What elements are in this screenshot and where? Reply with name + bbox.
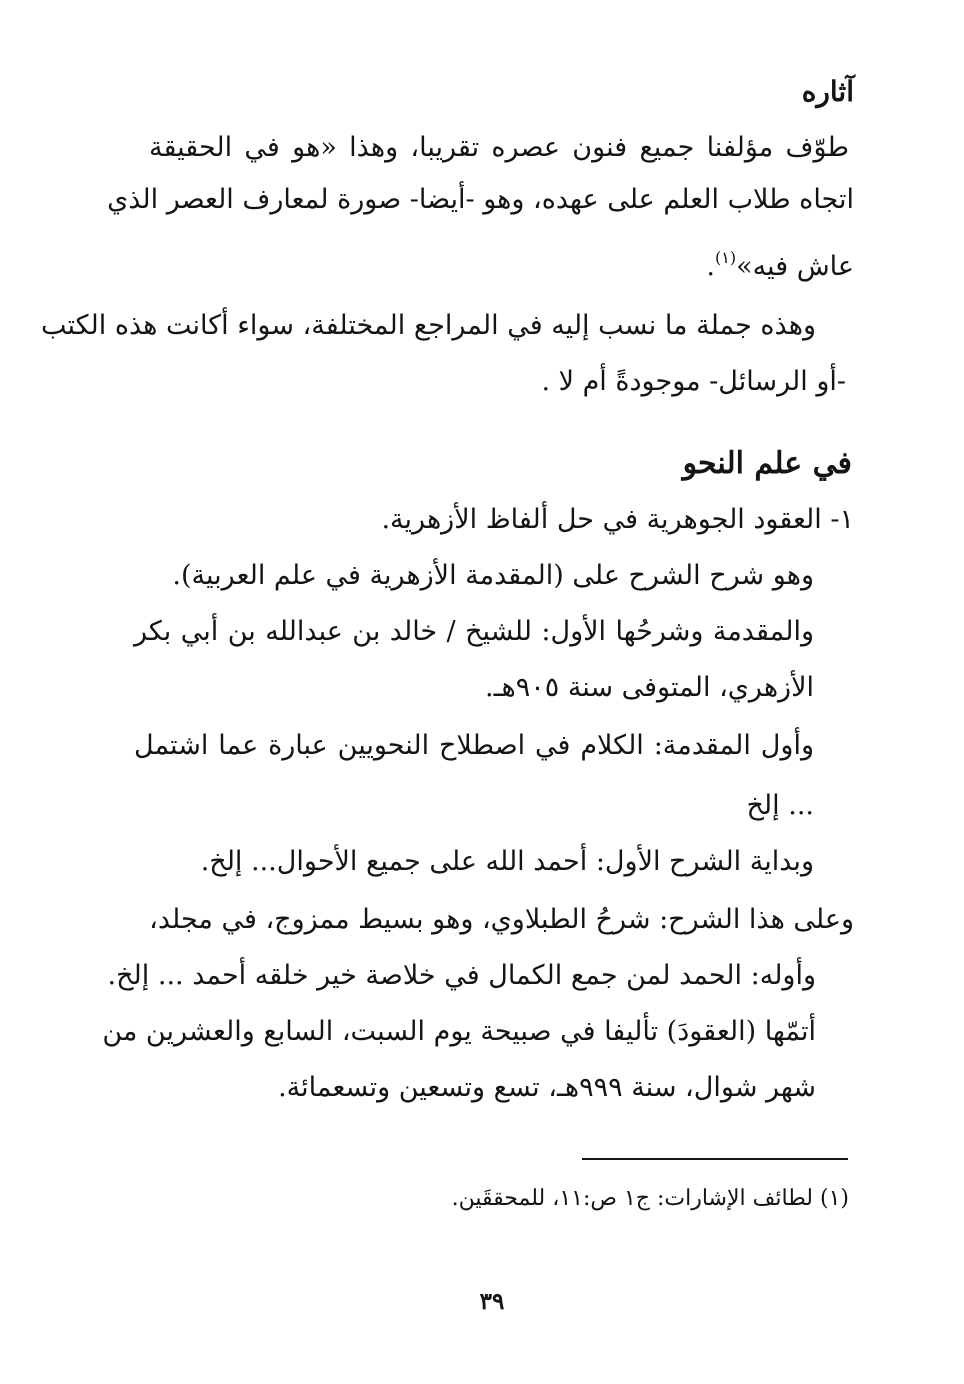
page-number: ٣٩ [479,1288,505,1315]
item-1-first-commentary: وبداية الشرح الأول: أحمد الله على جميع الأحوال... إلخ. [200,846,814,877]
item-1-author-line-1: والمقدمة وشرحُها الأول: للشيخ / خالد بن عبدالله بن أبي بكر [134,616,814,647]
footnote: (١) لطائف الإشارات: ج١ ص:١١، للمحققَين. [451,1186,849,1211]
item-1-its-beginning: وأوله: الحمد لمن جمع الكمال في خلاصة خير خلقه أحمد ... إلخ. [107,960,816,991]
item-1-this-commentary: وعلى هذا الشرح: شرحُ الطبلاوي، وهو بسيط ممزوج، في مجلد، [149,904,854,935]
item-1-intro-line-2: ... إلخ [746,790,814,821]
subheading: في علم النحو [682,446,852,481]
item-1-completion-line-2: شهر شوال، سنة ٩٩٩هـ، تسع وتسعين وتسعمائة. [278,1072,816,1103]
intro-line-1: طوّف مؤلفنا جميع فنون عصره تقريبا، وهذا «هو في الحقيقة [149,132,849,163]
footnote-separator [582,1158,848,1160]
item-1-completion-line-1: أتمّها (العقودَ) تأليفا في صبيحة يوم السبت، السابع والعشرين من [102,1016,816,1047]
item-1-title: ١- العقود الجوهرية في حل ألفاظ الأزهرية. [381,504,854,535]
section-title: آثاره [801,75,854,108]
item-1-author-line-2: الأزهري، المتوفى سنة ٩٠٥هـ. [484,672,814,703]
item-1-intro-line-1: وأول المقدمة: الكلام في اصطلاح النحويين عبارة عما اشتمل [134,730,814,761]
item-1-description: وهو شرح الشرح على (المقدمة الأزهرية في علم العربية). [172,560,814,591]
intro-line-3 [134,238,854,287]
footnote-ref: (١) [714,248,737,267]
list-line-1: وهذه جملة ما نسب إليه في المراجع المختلفة، سواء أكانت هذه الكتب [40,310,816,341]
intro-line-3-end: . [706,251,715,282]
intro-line-3-text: عاش فيه» [736,251,854,282]
list-line-2: -أو الرسائل- موجودةً أم لا . [541,366,846,397]
intro-line-2: اتجاه طلاب العلم على عهده، وهو -أيضا- صورة لمعارف العصر الذي [107,184,854,215]
